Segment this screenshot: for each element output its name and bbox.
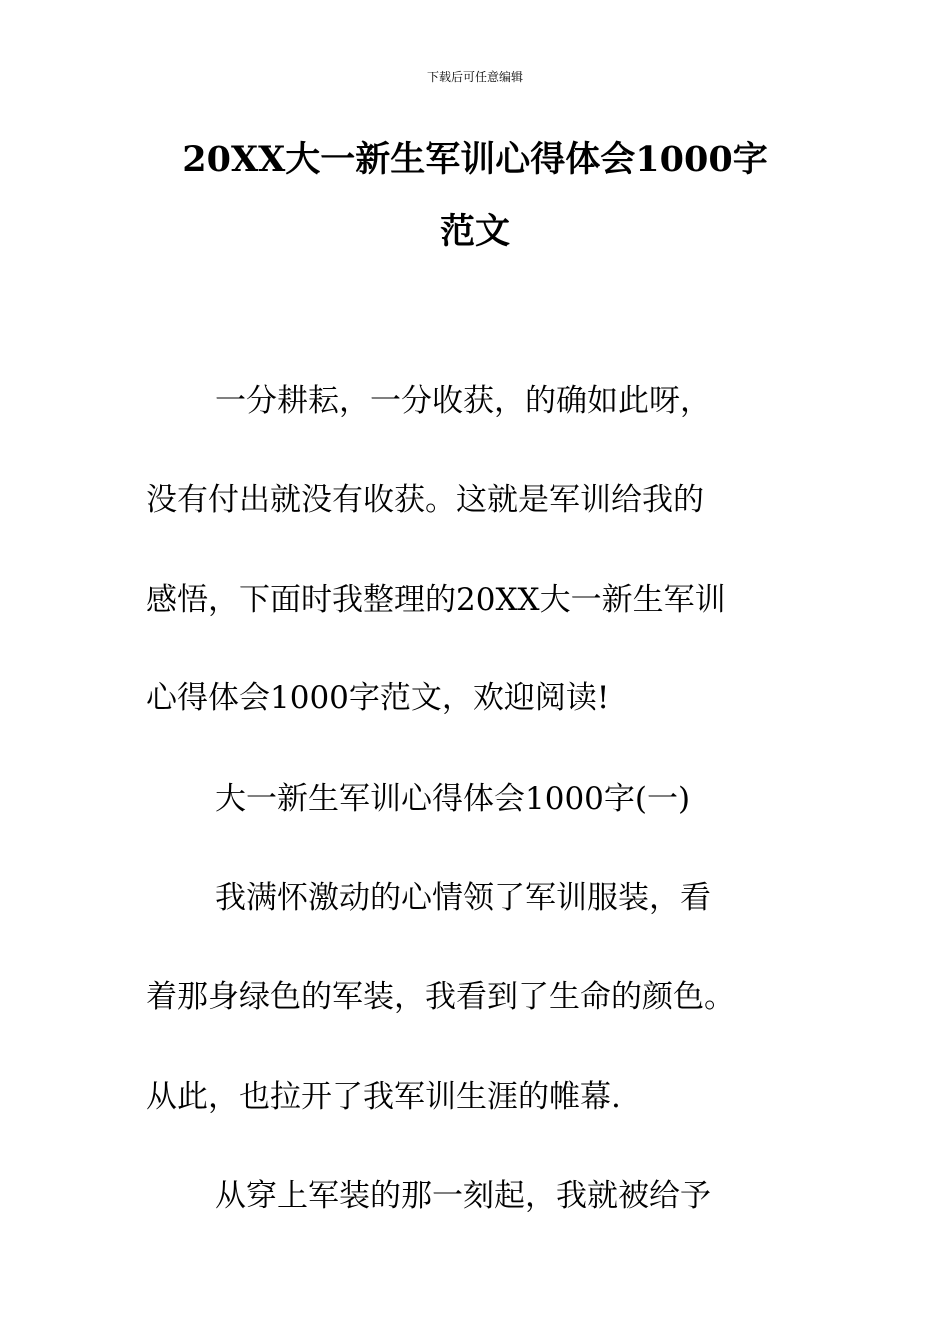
document-title-line-2: 范文 — [439, 211, 510, 252]
paragraph-line: 没有付出就没有收获。这就是军训给我的 — [146, 482, 704, 518]
document-title-line-1: 20XX大一新生军训心得体会1000字 — [182, 139, 768, 180]
paragraph-line: 感悟，下面时我整理的20XX大一新生军训 — [146, 582, 726, 618]
paragraph-line: 一分耕耘，一分收获，的确如此呀， — [215, 383, 711, 419]
section-heading: 大一新生军训心得体会1000字(一) — [215, 781, 691, 817]
paragraph-line: 着那身绿色的军装，我看到了生命的颜色。 — [146, 979, 735, 1015]
paragraph-line: 心得体会1000字范文，欢迎阅读! — [146, 680, 610, 716]
paragraph-line: 从穿上军装的那一刻起，我就被给予 — [215, 1178, 711, 1214]
header-note: 下载后可任意编辑 — [426, 70, 523, 84]
paragraph-line: 我满怀激动的心情领了军训服装，看 — [215, 880, 711, 916]
paragraph-line: 从此，也拉开了我军训生涯的帷幕. — [146, 1079, 621, 1115]
